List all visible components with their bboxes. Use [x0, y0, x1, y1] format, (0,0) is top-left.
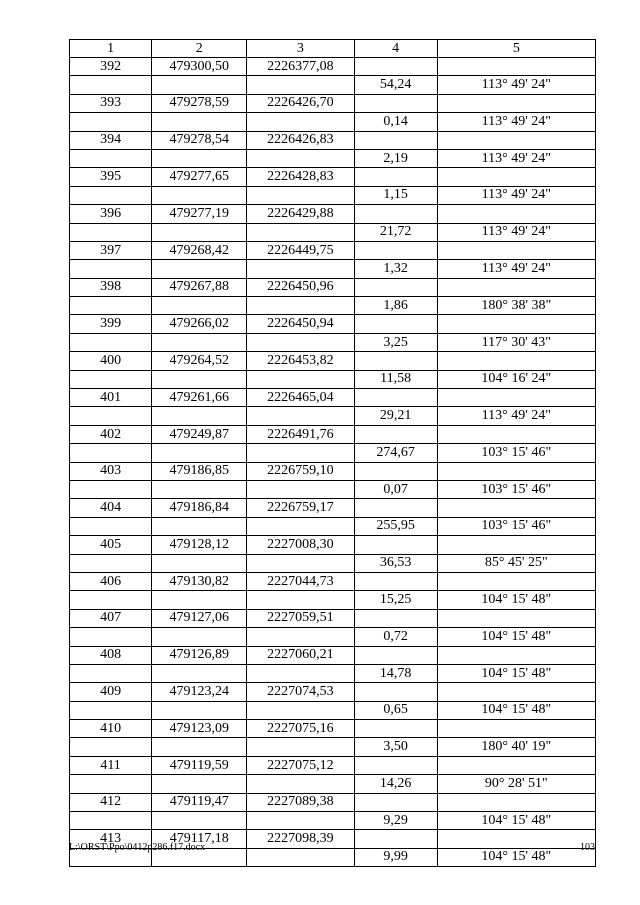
distance-cell [354, 830, 437, 848]
column-header-2: 2 [152, 40, 247, 58]
point-number-cell [70, 775, 152, 793]
y-coordinate-cell: 2227075,16 [247, 720, 354, 738]
x-coordinate-cell: 479300,50 [152, 58, 247, 76]
x-coordinate-cell: 479267,88 [152, 278, 247, 296]
point-number-cell [70, 333, 152, 351]
distance-cell: 21,72 [354, 223, 437, 241]
table-row [70, 720, 596, 738]
point-number-cell: 401 [70, 389, 152, 407]
distance-cell [354, 241, 437, 259]
x-coordinate-cell [152, 554, 247, 572]
point-number-cell: 393 [70, 94, 152, 112]
footer-file-path: L:\ORST\Ppo\0412p286.f17.docx [69, 842, 206, 853]
distance-cell: 15,25 [354, 591, 437, 609]
x-coordinate-cell: 479127,06 [152, 609, 247, 627]
y-coordinate-cell: 2227075,12 [247, 756, 354, 774]
bearing-cell [437, 793, 595, 811]
bearing-cell: 104° 15' 48" [437, 848, 595, 866]
distance-cell: 14,26 [354, 775, 437, 793]
x-coordinate-cell [152, 628, 247, 646]
x-coordinate-cell [152, 149, 247, 167]
table-row [70, 241, 596, 259]
y-coordinate-cell: 2226428,83 [247, 168, 354, 186]
y-coordinate-cell: 2226759,10 [247, 462, 354, 480]
distance-cell: 36,53 [354, 554, 437, 572]
table-row [70, 223, 596, 241]
y-coordinate-cell: 2227074,53 [247, 683, 354, 701]
distance-cell [354, 131, 437, 149]
table-row [70, 812, 596, 830]
distance-cell [354, 646, 437, 664]
bearing-cell: 180° 38' 38" [437, 297, 595, 315]
distance-cell: 11,58 [354, 370, 437, 388]
bearing-cell: 104° 15' 48" [437, 701, 595, 719]
distance-cell: 3,25 [354, 333, 437, 351]
distance-cell: 54,24 [354, 76, 437, 94]
x-coordinate-cell: 479278,59 [152, 94, 247, 112]
y-coordinate-cell [247, 297, 354, 315]
point-number-cell [70, 113, 152, 131]
y-coordinate-cell [247, 628, 354, 646]
point-number-cell [70, 812, 152, 830]
table-row [70, 536, 596, 554]
point-number-cell [70, 701, 152, 719]
x-coordinate-cell: 479119,47 [152, 793, 247, 811]
distance-cell [354, 315, 437, 333]
bearing-cell: 103° 15' 46" [437, 480, 595, 498]
y-coordinate-cell [247, 260, 354, 278]
point-number-cell: 407 [70, 609, 152, 627]
table-row [70, 609, 596, 627]
y-coordinate-cell: 2226450,94 [247, 315, 354, 333]
point-number-cell: 410 [70, 720, 152, 738]
y-coordinate-cell: 2226429,88 [247, 205, 354, 223]
distance-cell: 0,65 [354, 701, 437, 719]
x-coordinate-cell [152, 407, 247, 425]
distance-cell [354, 536, 437, 554]
table-row [70, 683, 596, 701]
x-coordinate-cell [152, 223, 247, 241]
table-row [70, 462, 596, 480]
bearing-cell: 104° 15' 48" [437, 664, 595, 682]
distance-cell [354, 205, 437, 223]
table-row [70, 646, 596, 664]
x-coordinate-cell: 479123,09 [152, 720, 247, 738]
bearing-cell: 103° 15' 46" [437, 517, 595, 535]
table-row [70, 113, 596, 131]
bearing-cell: 113° 49' 24" [437, 407, 595, 425]
bearing-cell: 113° 49' 24" [437, 260, 595, 278]
y-coordinate-cell [247, 591, 354, 609]
x-coordinate-cell [152, 260, 247, 278]
table-row [70, 793, 596, 811]
x-coordinate-cell: 479119,59 [152, 756, 247, 774]
y-coordinate-cell [247, 738, 354, 756]
point-number-cell: 397 [70, 241, 152, 259]
table-row [70, 315, 596, 333]
y-coordinate-cell: 2227008,30 [247, 536, 354, 554]
point-number-cell [70, 76, 152, 94]
table-row [70, 572, 596, 590]
bearing-cell [437, 683, 595, 701]
distance-cell [354, 683, 437, 701]
distance-cell [354, 793, 437, 811]
table-row [70, 370, 596, 388]
x-coordinate-cell [152, 701, 247, 719]
column-header-4: 4 [354, 40, 437, 58]
y-coordinate-cell: 2227060,21 [247, 646, 354, 664]
x-coordinate-cell [152, 76, 247, 94]
table-row [70, 756, 596, 774]
y-coordinate-cell [247, 480, 354, 498]
point-number-cell [70, 370, 152, 388]
x-coordinate-cell: 479277,19 [152, 205, 247, 223]
bearing-cell [437, 389, 595, 407]
table-row [70, 352, 596, 370]
distance-cell [354, 609, 437, 627]
table-row [70, 425, 596, 443]
point-number-cell: 403 [70, 462, 152, 480]
y-coordinate-cell [247, 444, 354, 462]
y-coordinate-cell [247, 370, 354, 388]
distance-cell [354, 720, 437, 738]
table-row [70, 76, 596, 94]
y-coordinate-cell [247, 701, 354, 719]
x-coordinate-cell [152, 664, 247, 682]
table-row [70, 591, 596, 609]
point-number-cell: 392 [70, 58, 152, 76]
point-number-cell [70, 149, 152, 167]
distance-cell: 9,29 [354, 812, 437, 830]
x-coordinate-cell [152, 333, 247, 351]
column-header-1: 1 [70, 40, 152, 58]
x-coordinate-cell [152, 591, 247, 609]
table-body [70, 58, 596, 867]
distance-cell [354, 352, 437, 370]
y-coordinate-cell: 2226453,82 [247, 352, 354, 370]
footer-page-number: 103 [580, 842, 595, 853]
y-coordinate-cell [247, 76, 354, 94]
table-row [70, 480, 596, 498]
x-coordinate-cell [152, 186, 247, 204]
x-coordinate-cell: 479266,02 [152, 315, 247, 333]
coordinates-table [69, 39, 596, 867]
table-row [70, 149, 596, 167]
x-coordinate-cell: 479130,82 [152, 572, 247, 590]
table-row [70, 554, 596, 572]
distance-cell: 1,15 [354, 186, 437, 204]
bearing-cell [437, 646, 595, 664]
distance-cell [354, 425, 437, 443]
y-coordinate-cell: 2226426,70 [247, 94, 354, 112]
x-coordinate-cell: 479123,24 [152, 683, 247, 701]
bearing-cell [437, 720, 595, 738]
y-coordinate-cell: 2226465,04 [247, 389, 354, 407]
column-header-5: 5 [437, 40, 595, 58]
bearing-cell [437, 830, 595, 848]
bearing-cell [437, 131, 595, 149]
x-coordinate-cell: 479186,84 [152, 499, 247, 517]
point-number-cell: 412 [70, 793, 152, 811]
y-coordinate-cell: 2226426,83 [247, 131, 354, 149]
x-coordinate-cell [152, 113, 247, 131]
bearing-cell: 113° 49' 24" [437, 186, 595, 204]
bearing-cell: 85° 45' 25" [437, 554, 595, 572]
point-number-cell: 399 [70, 315, 152, 333]
table-row [70, 389, 596, 407]
y-coordinate-cell [247, 407, 354, 425]
bearing-cell: 113° 49' 24" [437, 76, 595, 94]
table-row [70, 499, 596, 517]
distance-cell [354, 278, 437, 296]
table-row [70, 297, 596, 315]
distance-cell [354, 462, 437, 480]
point-number-cell: 409 [70, 683, 152, 701]
distance-cell [354, 58, 437, 76]
y-coordinate-cell [247, 223, 354, 241]
x-coordinate-cell: 479261,66 [152, 389, 247, 407]
point-number-cell [70, 407, 152, 425]
bearing-cell: 103° 15' 46" [437, 444, 595, 462]
table-row [70, 738, 596, 756]
table-row [70, 58, 596, 76]
bearing-cell: 90° 28' 51" [437, 775, 595, 793]
table-row [70, 407, 596, 425]
y-coordinate-cell [247, 812, 354, 830]
point-number-cell: 395 [70, 168, 152, 186]
y-coordinate-cell [247, 775, 354, 793]
point-number-cell: 411 [70, 756, 152, 774]
bearing-cell [437, 499, 595, 517]
point-number-cell: 404 [70, 499, 152, 517]
point-number-cell [70, 480, 152, 498]
bearing-cell [437, 462, 595, 480]
point-number-cell [70, 738, 152, 756]
point-number-cell: 413 [70, 830, 152, 848]
bearing-cell [437, 94, 595, 112]
distance-cell: 29,21 [354, 407, 437, 425]
table-row [70, 278, 596, 296]
point-number-cell [70, 628, 152, 646]
distance-cell: 1,86 [354, 297, 437, 315]
table-row [70, 628, 596, 646]
table-row [70, 186, 596, 204]
x-coordinate-cell [152, 812, 247, 830]
distance-cell: 3,50 [354, 738, 437, 756]
bearing-cell [437, 168, 595, 186]
bearing-cell [437, 352, 595, 370]
point-number-cell: 396 [70, 205, 152, 223]
y-coordinate-cell: 2227098,39 [247, 830, 354, 848]
distance-cell: 0,14 [354, 113, 437, 131]
table-row [70, 701, 596, 719]
x-coordinate-cell: 479126,89 [152, 646, 247, 664]
bearing-cell [437, 536, 595, 554]
point-number-cell [70, 223, 152, 241]
table-row [70, 517, 596, 535]
table-row [70, 664, 596, 682]
point-number-cell [70, 444, 152, 462]
bearing-cell: 180° 40' 19" [437, 738, 595, 756]
point-number-cell: 405 [70, 536, 152, 554]
bearing-cell: 117° 30' 43" [437, 333, 595, 351]
column-header-3: 3 [247, 40, 354, 58]
bearing-cell [437, 756, 595, 774]
table-row [70, 168, 596, 186]
x-coordinate-cell [152, 370, 247, 388]
x-coordinate-cell: 479128,12 [152, 536, 247, 554]
distance-cell: 2,19 [354, 149, 437, 167]
x-coordinate-cell: 479249,87 [152, 425, 247, 443]
point-number-cell: 402 [70, 425, 152, 443]
x-coordinate-cell: 479278,54 [152, 131, 247, 149]
x-coordinate-cell [152, 775, 247, 793]
x-coordinate-cell: 479264,52 [152, 352, 247, 370]
distance-cell: 255,95 [354, 517, 437, 535]
distance-cell: 9,99 [354, 848, 437, 866]
bearing-cell: 113° 49' 24" [437, 113, 595, 131]
y-coordinate-cell [247, 664, 354, 682]
bearing-cell: 104° 15' 48" [437, 812, 595, 830]
bearing-cell: 113° 49' 24" [437, 223, 595, 241]
y-coordinate-cell [247, 113, 354, 131]
point-number-cell: 394 [70, 131, 152, 149]
distance-cell [354, 499, 437, 517]
table-row [70, 131, 596, 149]
distance-cell: 274,67 [354, 444, 437, 462]
x-coordinate-cell: 479186,85 [152, 462, 247, 480]
y-coordinate-cell: 2227059,51 [247, 609, 354, 627]
distance-cell [354, 389, 437, 407]
bearing-cell: 104° 15' 48" [437, 591, 595, 609]
y-coordinate-cell [247, 848, 354, 866]
y-coordinate-cell [247, 554, 354, 572]
table-row [70, 775, 596, 793]
point-number-cell: 400 [70, 352, 152, 370]
point-number-cell [70, 297, 152, 315]
y-coordinate-cell: 2226450,96 [247, 278, 354, 296]
x-coordinate-cell [152, 480, 247, 498]
table-row [70, 444, 596, 462]
bearing-cell: 104° 16' 24" [437, 370, 595, 388]
point-number-cell: 408 [70, 646, 152, 664]
point-number-cell [70, 186, 152, 204]
distance-cell [354, 94, 437, 112]
bearing-cell [437, 572, 595, 590]
x-coordinate-cell: 479117,18 [152, 830, 247, 848]
distance-cell: 0,07 [354, 480, 437, 498]
bearing-cell: 113° 49' 24" [437, 149, 595, 167]
y-coordinate-cell: 2227044,73 [247, 572, 354, 590]
bearing-cell [437, 425, 595, 443]
table-row [70, 260, 596, 278]
distance-cell [354, 168, 437, 186]
table-row [70, 94, 596, 112]
distance-cell [354, 756, 437, 774]
point-number-cell [70, 260, 152, 278]
y-coordinate-cell [247, 149, 354, 167]
table-row [70, 333, 596, 351]
y-coordinate-cell: 2226759,17 [247, 499, 354, 517]
bearing-cell [437, 241, 595, 259]
y-coordinate-cell: 2226491,76 [247, 425, 354, 443]
distance-cell: 1,32 [354, 260, 437, 278]
y-coordinate-cell [247, 186, 354, 204]
point-number-cell [70, 664, 152, 682]
point-number-cell [70, 554, 152, 572]
bearing-cell [437, 58, 595, 76]
bearing-cell [437, 278, 595, 296]
point-number-cell: 398 [70, 278, 152, 296]
y-coordinate-cell [247, 517, 354, 535]
x-coordinate-cell [152, 517, 247, 535]
bearing-cell: 104° 15' 48" [437, 628, 595, 646]
bearing-cell [437, 609, 595, 627]
distance-cell: 14,78 [354, 664, 437, 682]
point-number-cell [70, 517, 152, 535]
x-coordinate-cell: 479277,65 [152, 168, 247, 186]
table-row [70, 205, 596, 223]
bearing-cell [437, 205, 595, 223]
y-coordinate-cell [247, 333, 354, 351]
x-coordinate-cell [152, 444, 247, 462]
bearing-cell [437, 315, 595, 333]
point-number-cell [70, 591, 152, 609]
x-coordinate-cell [152, 738, 247, 756]
x-coordinate-cell [152, 297, 247, 315]
y-coordinate-cell: 2226449,75 [247, 241, 354, 259]
y-coordinate-cell: 2227089,38 [247, 793, 354, 811]
y-coordinate-cell: 2226377,08 [247, 58, 354, 76]
table-header-row [70, 40, 596, 58]
x-coordinate-cell: 479268,42 [152, 241, 247, 259]
distance-cell: 0,72 [354, 628, 437, 646]
point-number-cell: 406 [70, 572, 152, 590]
distance-cell [354, 572, 437, 590]
